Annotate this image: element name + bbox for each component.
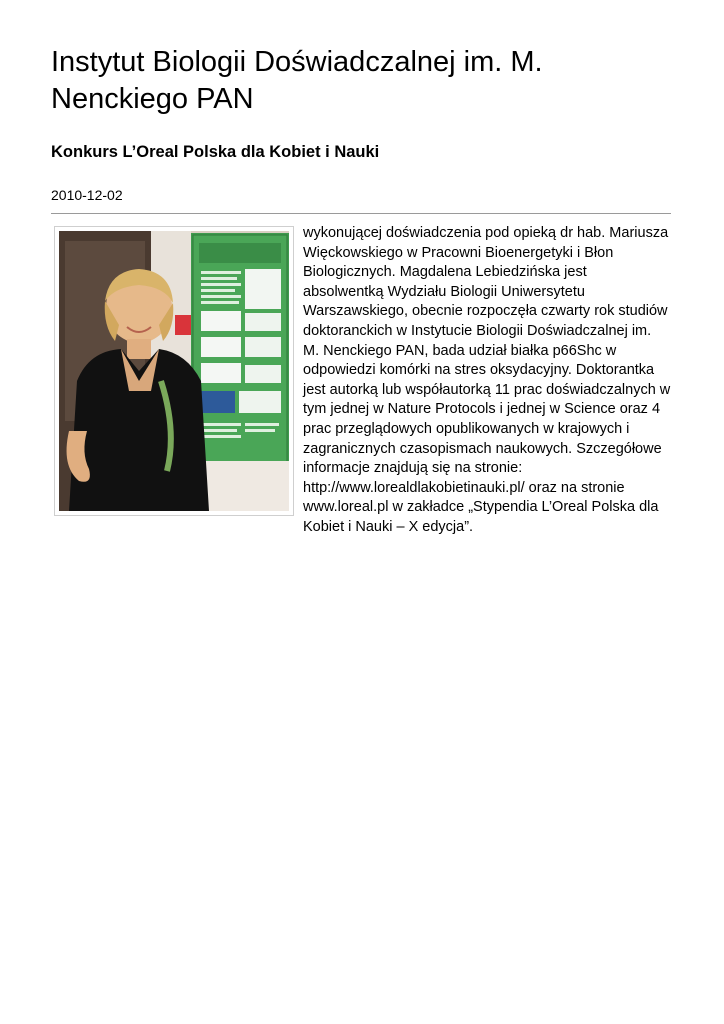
article-date: 2010-12-02 [51,187,123,203]
article-photo [54,226,294,516]
divider [51,213,671,214]
article-content [51,224,671,538]
article-body: wykonującej doświadczenia pod opieką dr hab. Mariusza Więckowskiego w Pracowni Bioenergetyki i Błon Biologicznych. Magdalena Lebiedzińska jest absolwentką Wydziału Biologii Uniwersytetu Warszawskiego, obecnie rozpoczęła czwarty rok studiów doktoranckich w Instytucie Biologii Doświadczalnej im. M. Nenckiego PAN, bada udział białka p66Shc w odpowiedzi komórki na stres oksydacyjny. Doktorantka jest autorką lub współautorką 11 prac doświadczalnych w tym jednej w Nature Protocols i jednej w Science oraz 4 prac przeglądowych opublikowanych w krajowych i zagranicznych czasopismach naukowych. Szczegółowe informacje znajdują się na stronie: http://www.lorealdlakobietinauki.pl/ oraz na stronie www.loreal.pl w zakładce „Stypendia L’Oreal Polska dla Kobiet i Nauki – X edycja”. [303,225,671,535]
article-title: Konkurs L’Oreal Polska dla Kobiet i Nauki [51,143,380,161]
site-title: Instytut Biologii Doświadczalnej im. M. Nenckiego PAN [51,46,543,115]
